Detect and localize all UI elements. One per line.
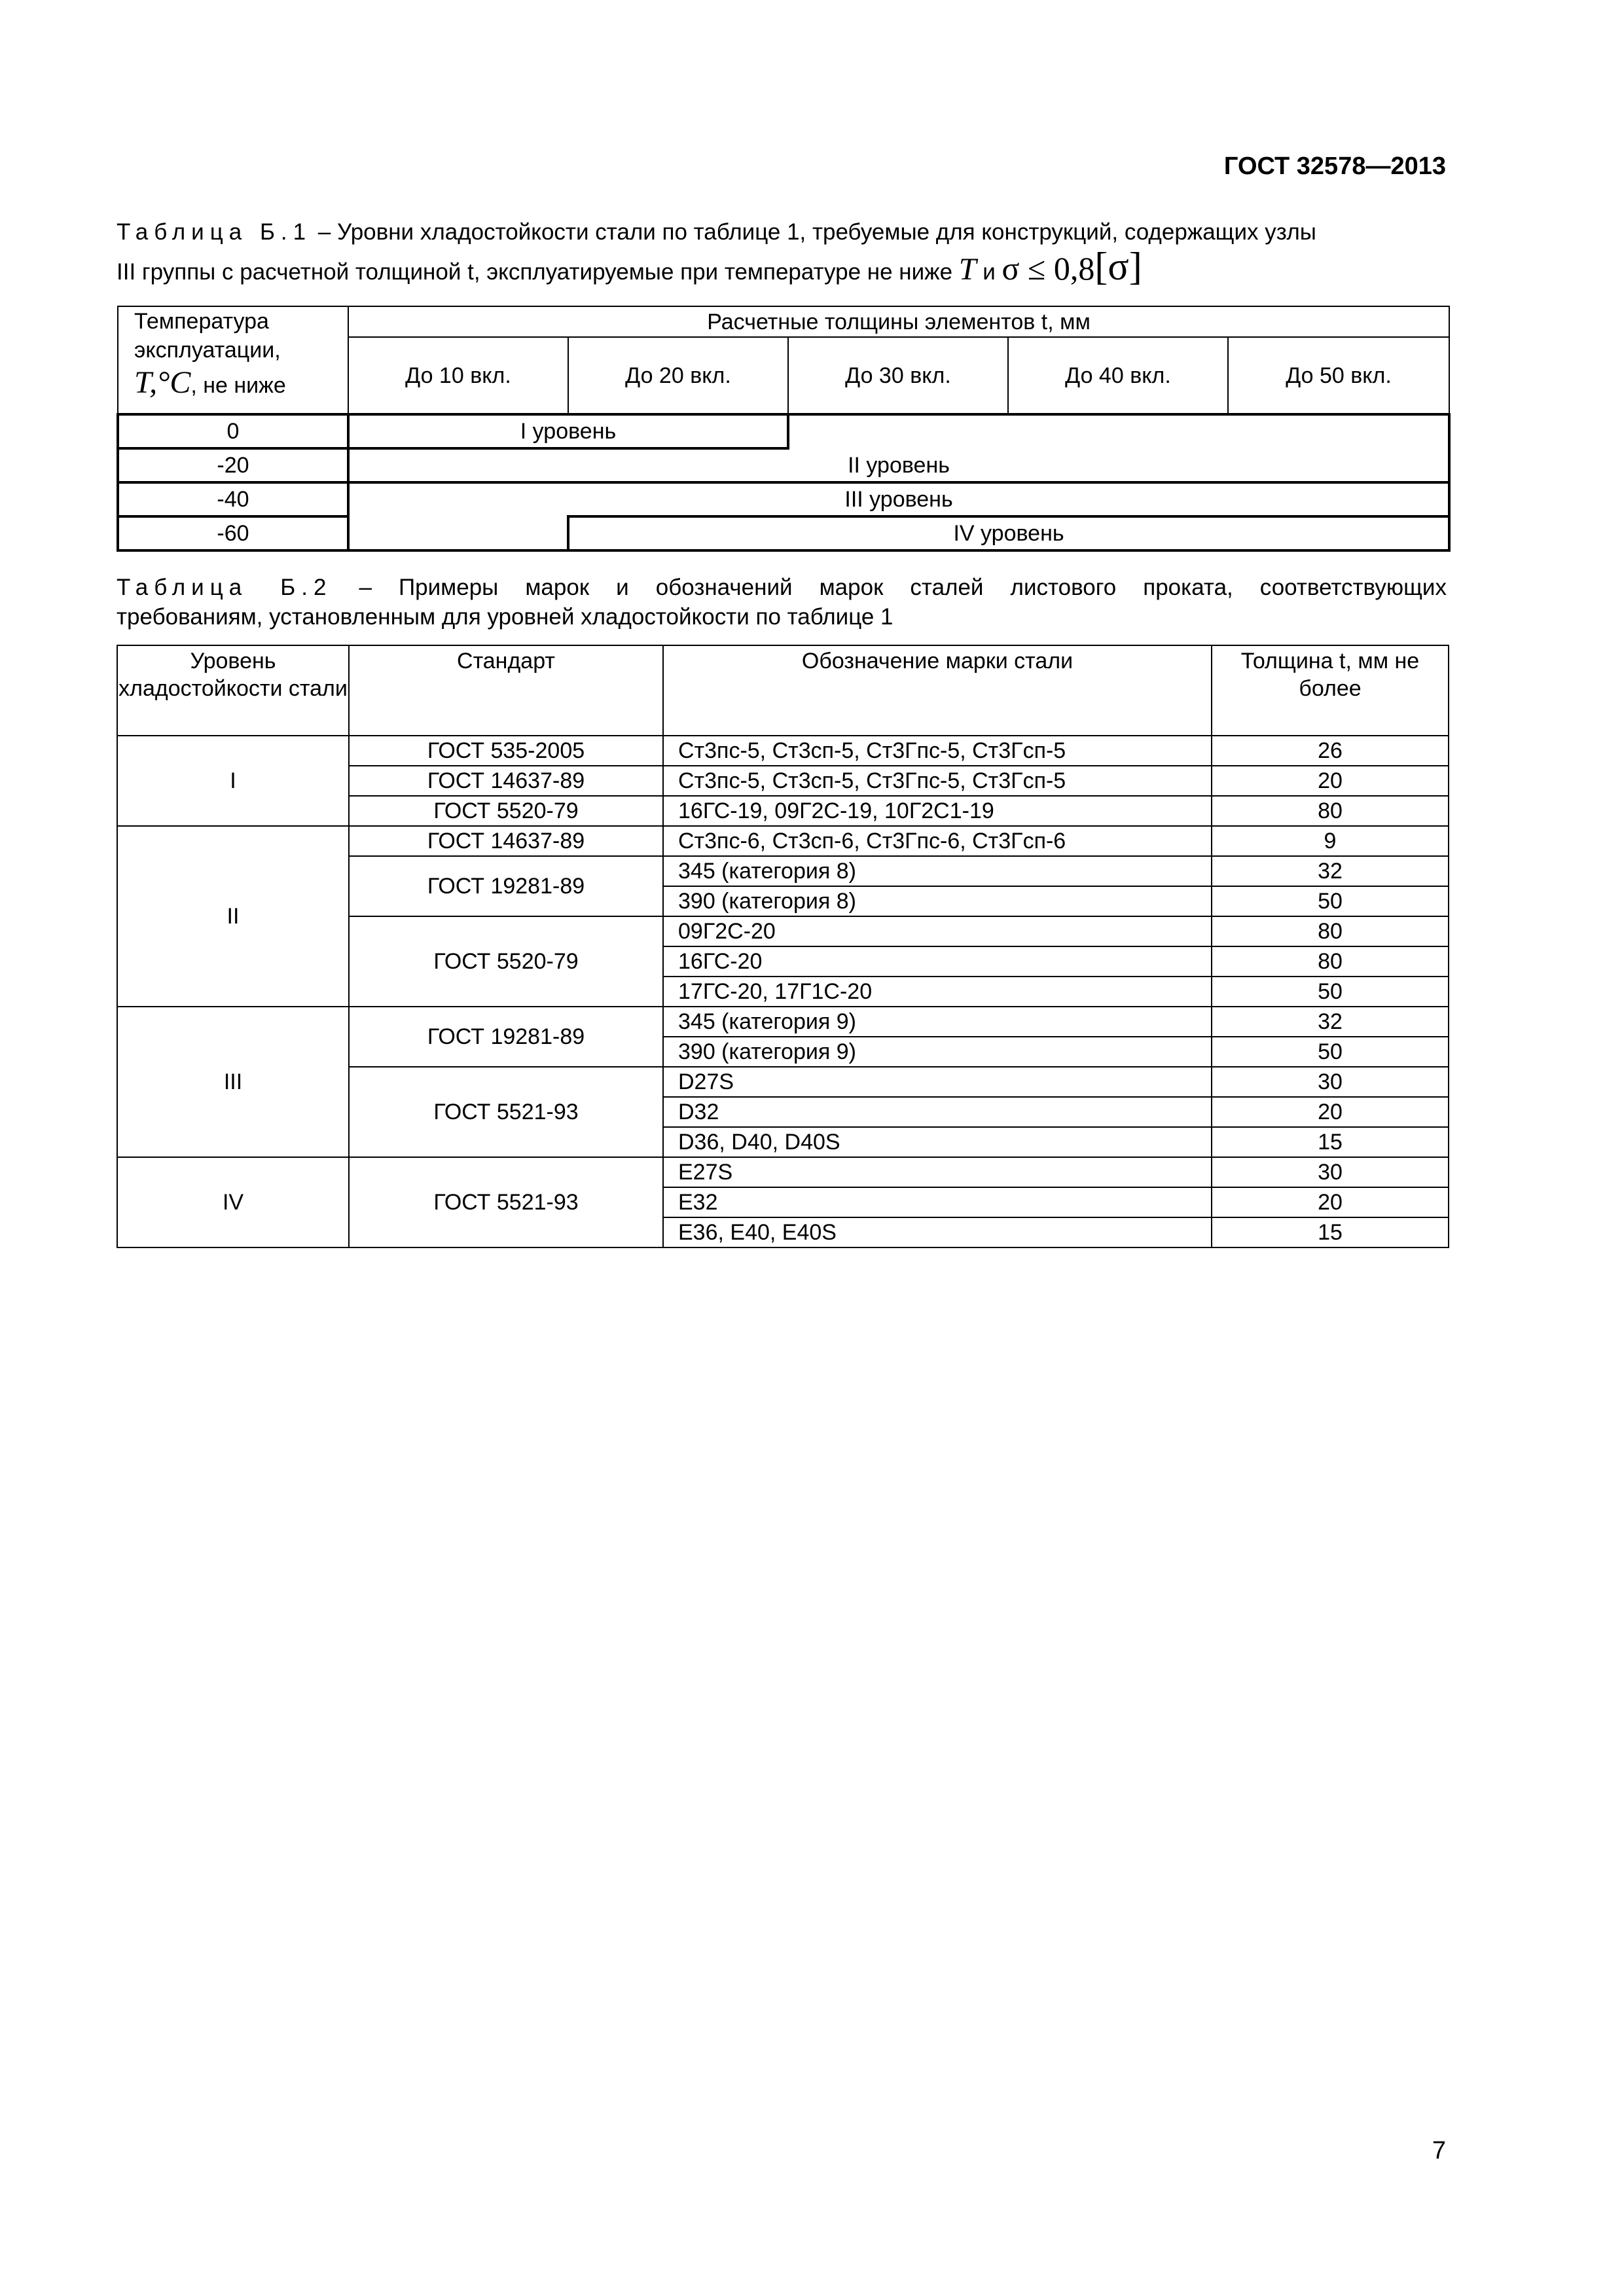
caption-text: III группы с расчетной толщиной t, эксплуатируемые при температуре не ниже (117, 259, 959, 285)
thickness-header: Расчетные толщины элементов t, мм (348, 306, 1449, 337)
column-header: Обозначение марки стали (663, 645, 1212, 736)
temperature-cell: 0 (118, 414, 348, 448)
column-header: До 50 вкл. (1228, 337, 1449, 414)
table-row (117, 826, 1449, 856)
grade-cell: E32 (663, 1187, 1212, 1217)
table-b1-caption (117, 212, 1447, 293)
column-header: До 30 вкл. (788, 337, 1008, 414)
level-cell: III уровень (348, 482, 1449, 516)
grade-cell: Ст3пс-5, Ст3сп-5, Ст3Гпс-5, Ст3Гсп-5 (663, 766, 1212, 796)
column-header: До 10 вкл. (348, 337, 568, 414)
temperature-unit: T,°C (134, 365, 191, 400)
temperature-header (118, 306, 348, 414)
thickness-cell: 80 (1212, 946, 1449, 977)
grade-cell: Ст3пс-5, Ст3сп-5, Ст3Гпс-5, Ст3Гсп-5 (663, 736, 1212, 766)
table-b1 (117, 306, 1451, 552)
level-cell: III (117, 1007, 349, 1157)
thickness-cell: 80 (1212, 796, 1449, 826)
column-header: Толщина t, мм не более (1212, 645, 1449, 736)
thickness-cell: 50 (1212, 977, 1449, 1007)
grade-cell: E36, E40, E40S (663, 1217, 1212, 1247)
caption-line-2 (117, 246, 1447, 293)
level-cell: I уровень (348, 414, 788, 448)
column-header: Стандарт (349, 645, 663, 736)
grade-cell: 16ГС-19, 09Г2С-19, 10Г2С1-19 (663, 796, 1212, 826)
column-header: До 40 вкл. (1008, 337, 1228, 414)
grade-cell: D36, D40, D40S (663, 1127, 1212, 1157)
table-b2-caption (117, 573, 1447, 632)
table-b2 (117, 645, 1449, 1248)
caption-line-1 (117, 573, 1447, 602)
thickness-cell: 15 (1212, 1127, 1449, 1157)
table-row (117, 1007, 1449, 1037)
page-number: 7 (1432, 2137, 1446, 2164)
standard-cell: ГОСТ 5520-79 (349, 916, 663, 1007)
grade-cell: D27S (663, 1067, 1212, 1097)
standard-cell: ГОСТ 5521-93 (349, 1157, 663, 1247)
grade-cell: 16ГС-20 (663, 946, 1212, 977)
level-cell: I (117, 736, 349, 826)
level-cell: IV уровень (568, 516, 1449, 550)
column-header: Уровень хладостойкости стали (117, 645, 349, 736)
table-row (117, 736, 1449, 766)
grade-cell: 345 (категория 8) (663, 856, 1212, 886)
grade-cell: 09Г2С-20 (663, 916, 1212, 946)
thickness-cell: 20 (1212, 1097, 1449, 1127)
grade-cell: D32 (663, 1097, 1212, 1127)
caption-text: – Примеры марок и обозначений марок сталей листового проката, соответствующих (332, 575, 1447, 600)
standard-cell: ГОСТ 5521-93 (349, 1067, 663, 1157)
thickness-cell: 80 (1212, 916, 1449, 946)
caption-text: и (976, 259, 1002, 285)
grade-cell: 390 (категория 8) (663, 886, 1212, 916)
thickness-cell: 50 (1212, 886, 1449, 916)
temperature-header-label: Температура эксплуатации, (134, 309, 281, 363)
grade-cell: Ст3пс-6, Ст3сп-6, Ст3Гпс-6, Ст3Гсп-6 (663, 826, 1212, 856)
standard-cell: ГОСТ 5520-79 (349, 796, 663, 826)
standard-cell: ГОСТ 535-2005 (349, 736, 663, 766)
thickness-cell: 26 (1212, 736, 1449, 766)
thickness-cell: 30 (1212, 1157, 1449, 1187)
standard-cell: ГОСТ 14637-89 (349, 826, 663, 856)
thickness-cell: 30 (1212, 1067, 1449, 1097)
thickness-cell: 20 (1212, 766, 1449, 796)
caption-lead: Таблица Б.1 (117, 219, 312, 245)
level-area (788, 414, 1449, 448)
level-area (348, 516, 568, 550)
column-header: До 20 вкл. (568, 337, 788, 414)
standard-cell: ГОСТ 19281-89 (349, 856, 663, 916)
grade-cell: 390 (категория 9) (663, 1037, 1212, 1067)
level-cell: II уровень (348, 448, 1449, 482)
temperature-suffix: , не ниже (190, 373, 286, 398)
level-cell: IV (117, 1157, 349, 1247)
formula-T: T (958, 252, 977, 287)
grade-cell: 345 (категория 9) (663, 1007, 1212, 1037)
grade-cell: 17ГС-20, 17Г1С-20 (663, 977, 1212, 1007)
caption-line-2: требованиям, установленным для уровней хладостойкости по таблице 1 (117, 604, 893, 630)
thickness-cell: 20 (1212, 1187, 1449, 1217)
standard-cell: ГОСТ 14637-89 (349, 766, 663, 796)
formula-bracket: [σ] (1094, 245, 1142, 288)
temperature-unit-line (134, 365, 348, 400)
thickness-cell: 32 (1212, 856, 1449, 886)
temperature-cell: -40 (118, 482, 348, 516)
thickness-cell: 32 (1212, 1007, 1449, 1037)
caption-text: – Уровни хладостойкости стали по таблице 1, требуемые для конструкций, содержащих узлы (312, 219, 1316, 245)
thickness-cell: 9 (1212, 826, 1449, 856)
temperature-cell: -60 (118, 516, 348, 550)
level-cell: II (117, 826, 349, 1007)
grade-cell: E27S (663, 1157, 1212, 1187)
thickness-cell: 15 (1212, 1217, 1449, 1247)
caption-lead: Таблица Б.2 (117, 575, 333, 600)
temperature-cell: -20 (118, 448, 348, 482)
standard-cell: ГОСТ 19281-89 (349, 1007, 663, 1067)
thickness-cell: 50 (1212, 1037, 1449, 1067)
table-row (117, 1157, 1449, 1187)
formula-sigma: σ ≤ 0,8 (1001, 250, 1095, 287)
document-id: ГОСТ 32578—2013 (1223, 152, 1446, 180)
